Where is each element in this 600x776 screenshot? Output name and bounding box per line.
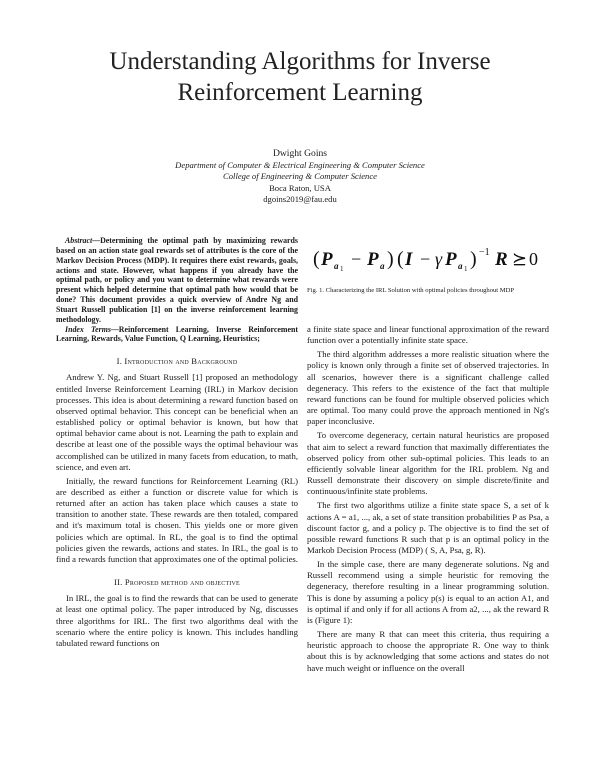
affiliation-department: Department of Computer & Electrical Engineering & Computer Science	[175, 160, 425, 170]
eq-P-a: P	[367, 249, 379, 270]
eq-minus-1: −	[351, 249, 362, 269]
right-paragraph-5: In the simple case, there are many degenerate solutions. Ng and Russell recommend using a simple heuristic for removing the degeneracy, therefore resulting in a linear programming solution. This is done by assuming a policy p(s) is equal to an action A1, and is optimal if and only if for all actions A from a2, ..., ak the reward R is (Figure 1):	[307, 559, 549, 625]
right-paragraph-4: The first two algorithms utilize a finite state space S, a set of k actions A = a1, ..., ak, a set of state transition probabilities P as Psa, a discount factor g, and a policy p. The objective is to find the set of possible reward functions R such that p is an optimal policy in the Markob Decision Process (MDP) ( S, A, Psa, g, R).	[307, 500, 549, 555]
index-terms	[56, 325, 298, 345]
abstract	[56, 236, 298, 325]
eq-succeq: ⪰	[512, 249, 528, 269]
author-name: Dwight Goins	[272, 148, 328, 159]
eq-paren-close: )	[387, 248, 394, 270]
eq-gamma: γ	[435, 249, 443, 269]
eq-R: R	[495, 249, 508, 270]
paper-title: Understanding Algorithms for Inverse Reinforcement Learning	[109, 48, 491, 106]
right-paragraph-6: There are many R that can meet this criteria, thus requiring a heuristic approach to choose the appropriate R. One way to think about this is by acknowledging that some actions and states do not have much weight or influence on the overall	[307, 629, 549, 673]
index-terms-lead: Index Terms	[65, 324, 111, 334]
eq-zero: 0	[529, 249, 538, 269]
figure-1-caption: Fig. 1. Characterizing the IRL Solution with optimal policies throughout MDP	[307, 287, 515, 294]
eq-sub-1: 1	[340, 265, 344, 273]
section-heading-introduction: I. Introduction and Background	[116, 356, 238, 367]
index-terms-text: —Reinforcement Learning, Inverse Reinforcement Learning, Rewards, Value Function, Q Learning, Heuristics;	[56, 324, 299, 344]
method-paragraph-1: In IRL, the goal is to find the rewards that can be used to generate at least one optimal policy. The paper introduced by Ng, discusses three algorithms for IRL. The first two algorithms deal with the scenario where the entire policy is known. This includes handling tabulated reward functions on	[56, 593, 298, 648]
right-paragraph-1: a finite state space and linear functional approximation of the reward function over a potentially infinite state space.	[307, 324, 549, 346]
right-paragraph-3: To overcome degeneracy, certain natural heuristics are proposed that aim to select a reward function that maximally differentiates the observed policy from other sub-optimal policies. This leads to an efficiently solvable linear algorithm for the IRL problem. Ng and Russell demonstrate their discovery on simple discrete/finite and continuous/infinite state problems.	[307, 430, 549, 497]
left-column	[56, 236, 298, 649]
eq-P-a1: P	[321, 249, 333, 270]
affiliation-college: College of Engineering & Computer Science	[223, 171, 377, 182]
intro-paragraph-2: Initially, the reward functions for Reinforcement Learning (RL) are described as either a function or discrete value for which is returned after an action has taken place which causes a state to transition to another state. These rewards are then totaled, compared and it's maximum total is chosen. This yields one or more given policies which are optimal. In RL, the goal is to find the optimal policies given the rewards, actions and states. In IRL, the goal is to find a rewards function that approximates one of the optimal policies.	[56, 475, 298, 564]
right-column	[307, 324, 549, 674]
intro-paragraph-1: Andrew Y. Ng, and Stuart Russell [1] proposed an methodology entitled Inverse Reinforcement Learning (IRL) in Markov decision processes. This idea is about determining a reward function based on observed optimal behavior. This concept can be beneficial when an established policy or optimal behavior is known, but how that optimal behavior came about is not. Learning the path to explain and describe at least one of the possible ways the optimal behaviour was accomplished can be utilized in many facets from education, to math, science, and even art.	[56, 372, 298, 472]
author-email: dgoins2019@fau.edu	[263, 193, 337, 204]
eq-P-a1-b: P	[445, 249, 457, 270]
author-location: Boca Raton, USA	[269, 182, 331, 193]
equation-graphic	[307, 238, 549, 282]
abstract-lead: Abstract	[65, 236, 93, 245]
eq-paren-open: (	[313, 248, 320, 270]
eq-inverse: −1	[479, 247, 490, 258]
eq-sub-a2: a	[380, 261, 385, 271]
author-block	[60, 147, 540, 205]
eq-paren-open-2: (	[397, 248, 404, 270]
abstract-text: —Determining the optimal path by maximizing rewards based on an action state goal rewards set of attributes is the core of the Markov Decision Process (MDP). It requires there exist rewards, goals, actions and state. However, what happens if you already have the optimal path, or policy and you want to determine what rewards were present which helped determine that optimal path how would that be done? This document provides a quick overview of Andre Ng and Stuart Russell publication [1] on the inverse reinforcement learning methodology.	[56, 236, 298, 324]
section-heading-method: II. Proposed method and objective	[114, 577, 240, 588]
eq-sub-1b: 1	[464, 265, 468, 273]
right-paragraph-2: The third algorithm addresses a more realistic situation where the policy is known only through a finite set of observed trajectories. In all scenarios, however there is a significant challenge called degeneracy. This refers to the existence of the fact that multiple reward functions can be found for multiple observed policies which are optimal. Too many could prove the approach mentioned in Ng's paper inconclusive.	[307, 349, 549, 427]
eq-I: I	[405, 249, 413, 270]
figure-1-equation	[307, 238, 549, 282]
eq-sub-a3: a	[458, 261, 463, 271]
eq-paren-close-2: )	[470, 248, 477, 270]
eq-minus-2: −	[420, 249, 431, 269]
eq-sub-a: a	[334, 261, 339, 271]
